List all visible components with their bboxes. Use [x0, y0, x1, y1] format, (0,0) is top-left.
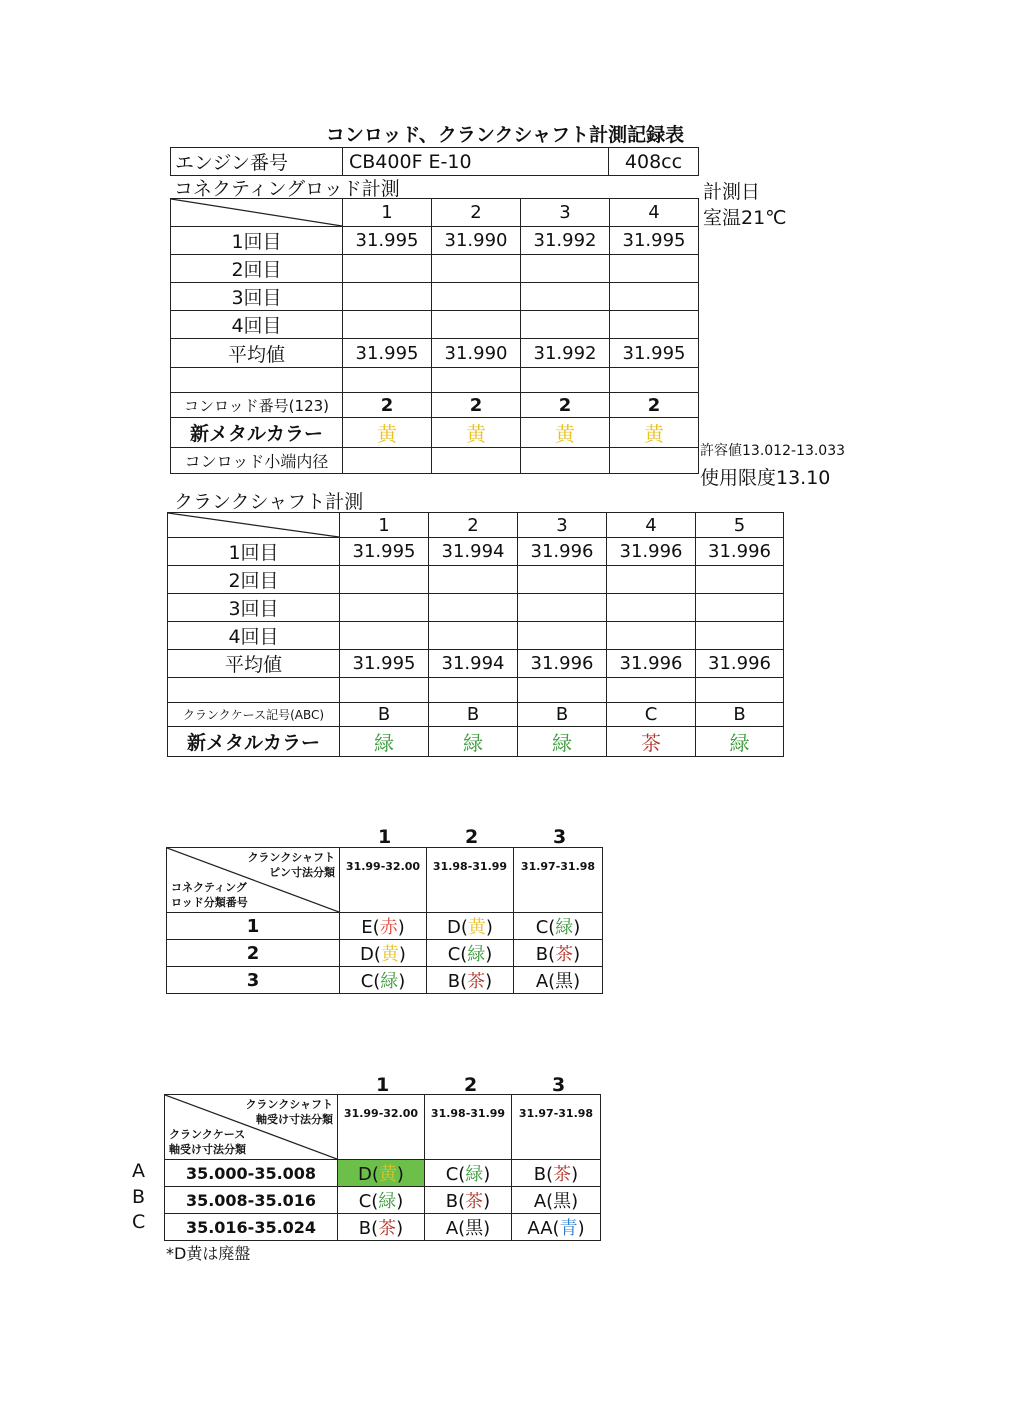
- pin-class-cell: [340, 913, 427, 940]
- journal-row-label: 35.016-35.024: [165, 1214, 338, 1241]
- crank-r1-3: 31.996: [518, 538, 607, 566]
- empty-cell: [340, 594, 429, 622]
- metal-color-name: 緑: [465, 1164, 484, 1185]
- crank-r1-1: 31.995: [340, 538, 429, 566]
- conrod-color-4: 黄: [610, 418, 699, 448]
- crank-case-1: B: [340, 703, 429, 727]
- metal-color-name: 茶: [465, 1191, 484, 1212]
- measure-date-label: 計測日: [703, 181, 761, 203]
- footnote: *D黄は廃盤: [166, 1244, 251, 1263]
- empty-cell: [343, 255, 432, 283]
- crank-row-4-label: 4回目: [168, 622, 340, 650]
- empty-cell: [610, 255, 699, 283]
- pin-row: [167, 967, 603, 994]
- empty-cell: [518, 566, 607, 594]
- crank-section-title: クランクシャフト計測: [174, 491, 364, 513]
- journal-row: [165, 1187, 601, 1214]
- grade-paren-close: ): [571, 1191, 579, 1212]
- pin-class-cell: [340, 967, 427, 994]
- grade-letter: C(: [535, 917, 556, 938]
- crank-case-5: B: [696, 703, 784, 727]
- empty-cell: [607, 622, 696, 650]
- conrod-r1-1: 31.995: [343, 227, 432, 255]
- crank-avg-3: 31.996: [518, 650, 607, 678]
- grade-letter: B(: [358, 1218, 379, 1239]
- pin-row: [167, 940, 603, 967]
- conrod-number-label: コンロッド番号(123): [171, 393, 343, 418]
- empty-cell: [429, 678, 518, 703]
- grade-paren-close: ): [573, 917, 581, 938]
- pin-header-bl-1: コネクティング: [171, 881, 247, 894]
- crank-case-3: B: [518, 703, 607, 727]
- conrod-color-3: 黄: [521, 418, 610, 448]
- conrod-avg-4: 31.995: [610, 339, 699, 368]
- journal-class-cell: [338, 1187, 425, 1214]
- grade-letter: B(: [447, 971, 468, 992]
- conrod-col-1: 1: [343, 199, 432, 227]
- conrod-color-label: 新メタルカラー: [171, 418, 343, 448]
- crank-r1-2: 31.994: [429, 538, 518, 566]
- crank-col-5: 5: [696, 513, 784, 538]
- conrod-row-3-label: 3回目: [171, 283, 343, 311]
- empty-cell: [610, 311, 699, 339]
- crank-avg-4: 31.996: [607, 650, 696, 678]
- empty-cell: [696, 594, 784, 622]
- grade-letter: C(: [445, 1164, 466, 1185]
- crank-avg-5: 31.996: [696, 650, 784, 678]
- pin-class-cell: [514, 940, 603, 967]
- pin-class-table: [166, 847, 603, 994]
- grade-paren-close: ): [396, 1164, 404, 1185]
- pin-class-cell: [427, 913, 514, 940]
- grade-paren-close: ): [485, 944, 493, 965]
- empty-cell: [432, 368, 521, 393]
- engine-model: CB400F E-10: [343, 148, 609, 176]
- empty-cell: [610, 368, 699, 393]
- journal-header-tr-1: クランクシャフト: [245, 1098, 333, 1111]
- conrod-table: [170, 198, 699, 474]
- empty-cell: [696, 678, 784, 703]
- empty-cell: [429, 594, 518, 622]
- empty-cell: [610, 448, 699, 474]
- pin-header-cell: [167, 848, 340, 913]
- crank-avg-2: 31.994: [429, 650, 518, 678]
- grade-letter: A(: [535, 971, 556, 992]
- empty-cell: [429, 622, 518, 650]
- grade-letter: C(: [447, 944, 468, 965]
- conrod-r1-2: 31.990: [432, 227, 521, 255]
- grade-paren-close: ): [573, 971, 581, 992]
- metal-color-name: 緑: [380, 971, 399, 992]
- journal-header-cell: [165, 1095, 338, 1160]
- empty-cell: [610, 283, 699, 311]
- crank-color-5: 緑: [696, 727, 784, 757]
- conrod-num-2: 2: [432, 393, 521, 418]
- grade-letter: B(: [533, 1164, 554, 1185]
- metal-color-name: 緑: [555, 917, 574, 938]
- pin-row-label: 3: [167, 967, 340, 994]
- journal-class-cell: [512, 1187, 601, 1214]
- empty-cell: [521, 255, 610, 283]
- conrod-avg-1: 31.995: [343, 339, 432, 368]
- grade-paren-close: ): [485, 917, 493, 938]
- conrod-r1-4: 31.995: [610, 227, 699, 255]
- empty-cell: [521, 448, 610, 474]
- engine-label: エンジン番号: [171, 148, 343, 176]
- journal-class-table: [164, 1094, 601, 1241]
- grade-paren-close: ): [483, 1164, 491, 1185]
- crank-row-3-label: 3回目: [168, 594, 340, 622]
- pin-range-3: 31.97-31.98: [514, 848, 603, 913]
- empty-cell: [432, 283, 521, 311]
- metal-color-name: 赤: [379, 917, 398, 938]
- pin-row-label: 1: [167, 913, 340, 940]
- metal-color-name: 茶: [555, 944, 574, 965]
- pin-header-tr-1: クランクシャフト: [247, 851, 335, 864]
- crank-r1-4: 31.996: [607, 538, 696, 566]
- journal-range-1: 31.99-32.00: [338, 1095, 425, 1160]
- crank-case-label: クランクケース記号(ABC): [168, 703, 340, 727]
- conrod-row-1-label: 1回目: [171, 227, 343, 255]
- metal-color-name: 茶: [467, 971, 486, 992]
- crank-col-4: 4: [607, 513, 696, 538]
- row-letter-c: C: [132, 1211, 146, 1233]
- crank-col-2: 2: [429, 513, 518, 538]
- crank-case-4: C: [607, 703, 696, 727]
- journal-class-cell: [512, 1214, 601, 1241]
- row-letter-b: B: [132, 1186, 146, 1208]
- conrod-num-1: 2: [343, 393, 432, 418]
- pin-col-1: 1: [378, 826, 392, 848]
- empty-cell: [343, 311, 432, 339]
- metal-color-name: 青: [559, 1218, 578, 1239]
- empty-cell: [168, 678, 340, 703]
- grade-letter: B(: [535, 944, 556, 965]
- conrod-avg-2: 31.990: [432, 339, 521, 368]
- empty-cell: [607, 566, 696, 594]
- pin-class-cell: [427, 940, 514, 967]
- row-letter-a: A: [132, 1160, 145, 1182]
- metal-color-name: 茶: [553, 1164, 572, 1185]
- pin-col-3: 3: [553, 826, 567, 848]
- crank-avg-1: 31.995: [340, 650, 429, 678]
- conrod-row-2-label: 2回目: [171, 255, 343, 283]
- engine-cc: 408cc: [609, 148, 699, 176]
- journal-col-1: 1: [376, 1074, 390, 1096]
- journal-range-3: 31.97-31.98: [512, 1095, 601, 1160]
- metal-color-name: 黒: [555, 971, 574, 992]
- journal-header-bl-2: 軸受け寸法分類: [169, 1143, 246, 1156]
- empty-cell: [340, 622, 429, 650]
- empty-cell: [521, 283, 610, 311]
- empty-cell: [340, 678, 429, 703]
- crank-col-1: 1: [340, 513, 429, 538]
- crank-row-1-label: 1回目: [168, 538, 340, 566]
- journal-row: [165, 1160, 601, 1187]
- metal-color-name: 黒: [553, 1191, 572, 1212]
- empty-cell: [343, 448, 432, 474]
- empty-cell: [171, 368, 343, 393]
- grade-letter: D(: [358, 1164, 379, 1185]
- crank-r1-5: 31.996: [696, 538, 784, 566]
- empty-cell: [518, 678, 607, 703]
- empty-cell: [432, 448, 521, 474]
- document-title: コンロッド、クランクシャフト計測記録表: [325, 124, 685, 146]
- journal-class-cell: [512, 1160, 601, 1187]
- grade-letter: B(: [445, 1191, 466, 1212]
- journal-row: [165, 1214, 601, 1241]
- conrod-corner-cell: [171, 199, 343, 227]
- crank-corner-cell: [168, 513, 340, 538]
- crank-color-2: 緑: [429, 727, 518, 757]
- journal-class-cell: [338, 1160, 425, 1187]
- journal-class-cell: [425, 1187, 512, 1214]
- grade-paren-close: ): [396, 1191, 404, 1212]
- grade-paren-close: ): [398, 971, 406, 992]
- grade-letter: D(: [360, 944, 381, 965]
- pin-header-bl-2: ロッド分類番号: [171, 896, 248, 909]
- crank-color-4: 茶: [607, 727, 696, 757]
- conrod-col-3: 3: [521, 199, 610, 227]
- pin-class-cell: [427, 967, 514, 994]
- pin-header-tr-2: ピン寸法分類: [269, 866, 335, 879]
- crank-table: [167, 512, 784, 757]
- conrod-avg-label: 平均値: [171, 339, 343, 368]
- metal-color-name: 緑: [378, 1191, 397, 1212]
- crank-case-2: B: [429, 703, 518, 727]
- pin-col-2: 2: [465, 826, 479, 848]
- grade-paren-close: ): [397, 917, 405, 938]
- metal-color-name: 茶: [378, 1218, 397, 1239]
- empty-cell: [432, 311, 521, 339]
- grade-letter: C(: [358, 1191, 379, 1212]
- empty-cell: [432, 255, 521, 283]
- conrod-section-title: コネクティングロッド計測: [174, 178, 400, 200]
- empty-cell: [521, 311, 610, 339]
- conrod-color-2: 黄: [432, 418, 521, 448]
- grade-paren-close: ): [483, 1191, 491, 1212]
- grade-letter: A(: [445, 1218, 466, 1239]
- grade-letter: E(: [361, 917, 380, 938]
- journal-header-tr-2: 軸受け寸法分類: [256, 1113, 333, 1126]
- conrod-r1-3: 31.992: [521, 227, 610, 255]
- empty-cell: [696, 566, 784, 594]
- journal-row-label: 35.008-35.016: [165, 1187, 338, 1214]
- conrod-num-4: 2: [610, 393, 699, 418]
- grade-paren-close: ): [573, 944, 581, 965]
- grade-paren-close: ): [485, 971, 493, 992]
- grade-paren-close: ): [398, 944, 406, 965]
- grade-paren-close: ): [571, 1164, 579, 1185]
- metal-color-name: 黄: [467, 917, 486, 938]
- empty-cell: [521, 368, 610, 393]
- metal-color-name: 黄: [378, 1164, 397, 1185]
- crank-avg-label: 平均値: [168, 650, 340, 678]
- conrod-num-3: 2: [521, 393, 610, 418]
- journal-col-2: 2: [464, 1074, 478, 1096]
- conrod-col-2: 2: [432, 199, 521, 227]
- grade-paren-close: ): [577, 1218, 585, 1239]
- pin-class-cell: [514, 913, 603, 940]
- pin-row-label: 2: [167, 940, 340, 967]
- journal-header-bl-1: クランクケース: [169, 1128, 246, 1141]
- empty-cell: [343, 368, 432, 393]
- journal-row-label: 35.000-35.008: [165, 1160, 338, 1187]
- empty-cell: [340, 566, 429, 594]
- pin-range-1: 31.99-32.00: [340, 848, 427, 913]
- pin-class-cell: [340, 940, 427, 967]
- metal-color-name: 黄: [380, 944, 399, 965]
- journal-class-cell: [338, 1214, 425, 1241]
- crank-row-2-label: 2回目: [168, 566, 340, 594]
- engine-table: [170, 147, 699, 176]
- crank-color-1: 緑: [340, 727, 429, 757]
- grade-letter: AA(: [527, 1218, 560, 1239]
- pin-class-cell: [514, 967, 603, 994]
- journal-class-cell: [425, 1214, 512, 1241]
- crank-color-label: 新メタルカラー: [168, 727, 340, 757]
- conrod-avg-3: 31.992: [521, 339, 610, 368]
- empty-cell: [696, 622, 784, 650]
- grade-letter: C(: [360, 971, 381, 992]
- metal-color-name: 緑: [467, 944, 486, 965]
- journal-class-cell: [425, 1160, 512, 1187]
- grade-letter: A(: [533, 1191, 554, 1212]
- empty-cell: [607, 594, 696, 622]
- conrod-color-1: 黄: [343, 418, 432, 448]
- room-temp-label: 室温21℃: [703, 207, 787, 229]
- tolerance-note: 許容値13.012-13.033: [700, 443, 846, 459]
- crank-color-3: 緑: [518, 727, 607, 757]
- grade-paren-close: ): [396, 1218, 404, 1239]
- grade-letter: D(: [447, 917, 468, 938]
- metal-color-name: 黒: [465, 1218, 484, 1239]
- crank-col-3: 3: [518, 513, 607, 538]
- empty-cell: [518, 622, 607, 650]
- pin-range-2: 31.98-31.99: [427, 848, 514, 913]
- service-limit-note: 使用限度13.10: [700, 467, 831, 489]
- pin-row: [167, 913, 603, 940]
- journal-col-3: 3: [552, 1074, 566, 1096]
- conrod-small-end-label: コンロッド小端内径: [171, 448, 343, 474]
- empty-cell: [607, 678, 696, 703]
- empty-cell: [343, 283, 432, 311]
- empty-cell: [518, 594, 607, 622]
- empty-cell: [429, 566, 518, 594]
- conrod-col-4: 4: [610, 199, 699, 227]
- journal-range-2: 31.98-31.99: [425, 1095, 512, 1160]
- conrod-row-4-label: 4回目: [171, 311, 343, 339]
- grade-paren-close: ): [483, 1218, 491, 1239]
